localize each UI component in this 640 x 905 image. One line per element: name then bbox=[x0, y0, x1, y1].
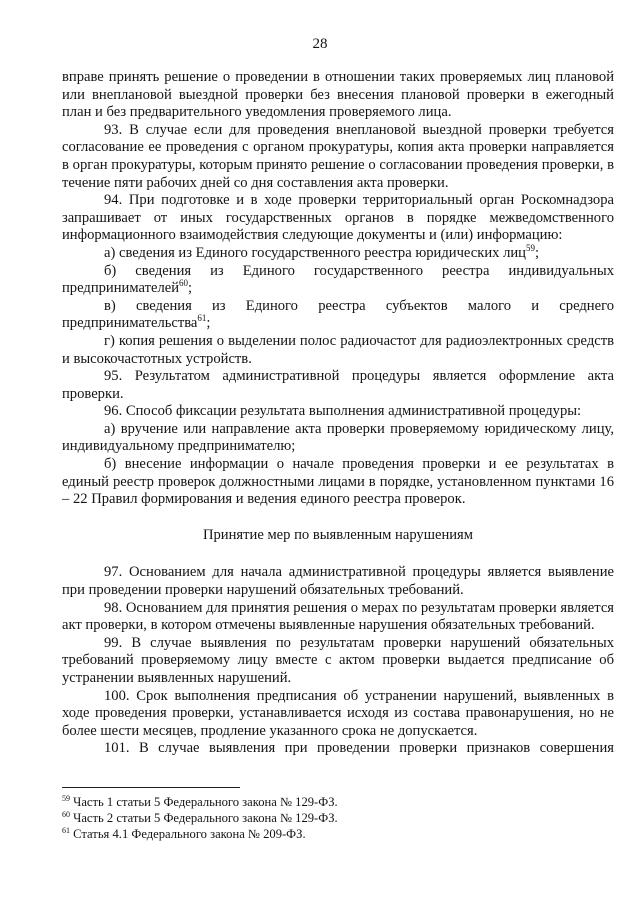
paragraph-97: 97. Основанием для начала административной процедуры является выявление при проведении проверки нарушений обязательных требований. bbox=[62, 564, 614, 599]
paragraph-100: 100. Срок выполнения предписания об устранении нарушений, выявленных в ходе проведения проверки, устанавливается исходя из состава правонарушения, но не более шести месяцев, продление указанного срока не допускается. bbox=[62, 687, 614, 739]
punct: ; bbox=[206, 315, 211, 332]
footnote-61 bbox=[62, 826, 614, 842]
footnote-ref-59: 59 bbox=[525, 242, 535, 253]
footnote-separator bbox=[62, 787, 240, 788]
paragraph-101: 101. В случае выявления при проведении проверки признаков совершения bbox=[104, 740, 614, 757]
footnote-text: Статья 4.1 Федерального закона № 209-ФЗ. bbox=[73, 827, 306, 841]
list-item-g: г) копия решения о выделении полос радиочастот для радиоэлектронных средств и высокочастотных устройств. bbox=[62, 332, 614, 367]
footnotes bbox=[62, 794, 614, 842]
paragraph-96: 96. Способ фиксации результата выполнения административной процедуры: bbox=[104, 403, 582, 420]
paragraph-continuation: вправе принять решение о проведении в отношении таких проверяемых лиц плановой или внеплановой выездной проверки без внесения плановой проверки в ежегодный план и без предварительного уведомления проверяемого лица. bbox=[62, 69, 614, 121]
list-item-96a: а) вручение или направление акта проверки проверяемому юридическому лицу, индивидуальному предпринимателю; bbox=[62, 420, 614, 455]
footnote-number: 59 bbox=[62, 794, 70, 803]
footnote-ref-60: 60 bbox=[179, 278, 189, 289]
list-item-b: б) сведения из Единого государственного реестра индивидуальных bbox=[104, 262, 614, 279]
document-body bbox=[62, 69, 614, 758]
list-item-a bbox=[62, 242, 614, 263]
list-item-a-text: а) сведения из Единого государственного реестра юридических лиц bbox=[104, 244, 526, 261]
footnote-text: Часть 2 статьи 5 Федерального закона № 129-ФЗ. bbox=[73, 811, 338, 825]
footnote-ref-61: 61 bbox=[197, 313, 207, 324]
footnote-60 bbox=[62, 810, 614, 826]
footnote-number: 61 bbox=[62, 826, 70, 835]
list-item-v-cont-text: предпринимательства bbox=[62, 315, 198, 332]
paragraph-94: 94. При подготовке и в ходе проверки территориальный орган Роскомнадзора запрашивает от иных государственных органов в порядке межведомственного информационного взаимодействия следующие документы и (или) информацию: bbox=[62, 192, 614, 244]
punct: ; bbox=[188, 280, 193, 297]
list-item-b-cont bbox=[62, 280, 614, 298]
page-number: 28 bbox=[312, 36, 328, 52]
footnote-number: 60 bbox=[62, 810, 70, 819]
list-item-v-cont bbox=[62, 315, 614, 333]
footnote-59 bbox=[62, 794, 614, 810]
paragraph-95: 95. Результатом административной процедуры является оформление акта проверки. bbox=[62, 368, 614, 402]
list-item-b-cont-text: предпринимателей bbox=[62, 280, 180, 297]
section-heading: Принятие мер по выявленным нарушениям bbox=[202, 526, 474, 543]
list-item-v: в) сведения из Единого реестра субъектов малого и среднего bbox=[104, 297, 614, 314]
paragraph-98: 98. Основанием для принятия решения о мерах по результатам проверки является акт проверки, в котором отмечены выявленные нарушения обязательных требований. bbox=[62, 599, 615, 634]
footnote-text: Часть 1 статьи 5 Федерального закона № 129-ФЗ. bbox=[73, 795, 338, 809]
list-item-96b: б) внесение информации о начале проведения проверки и ее результатах в единый реестр проверок должностными лицами в порядке, установленном пунктами 16 – 22 Правил формирования и ведения единого реестра проверок. bbox=[62, 456, 614, 508]
paragraph-99: 99. В случае выявления по результатам проверки нарушений обязательных требований проверяемому лицу вместе с актом проверки выдается предписание об устранении выявленных нарушений. bbox=[62, 634, 614, 686]
punct: ; bbox=[534, 244, 540, 261]
paragraph-93: 93. В случае если для проведения внеплановой выездной проверки требуется согласование ее проведения с органом прокуратуры, копия акта проверки направляется в орган прокуратуры, которым принято решение о согласовании проведения проверки, в течение пяти рабочих дней со дня составления акта проверки. bbox=[62, 121, 614, 191]
